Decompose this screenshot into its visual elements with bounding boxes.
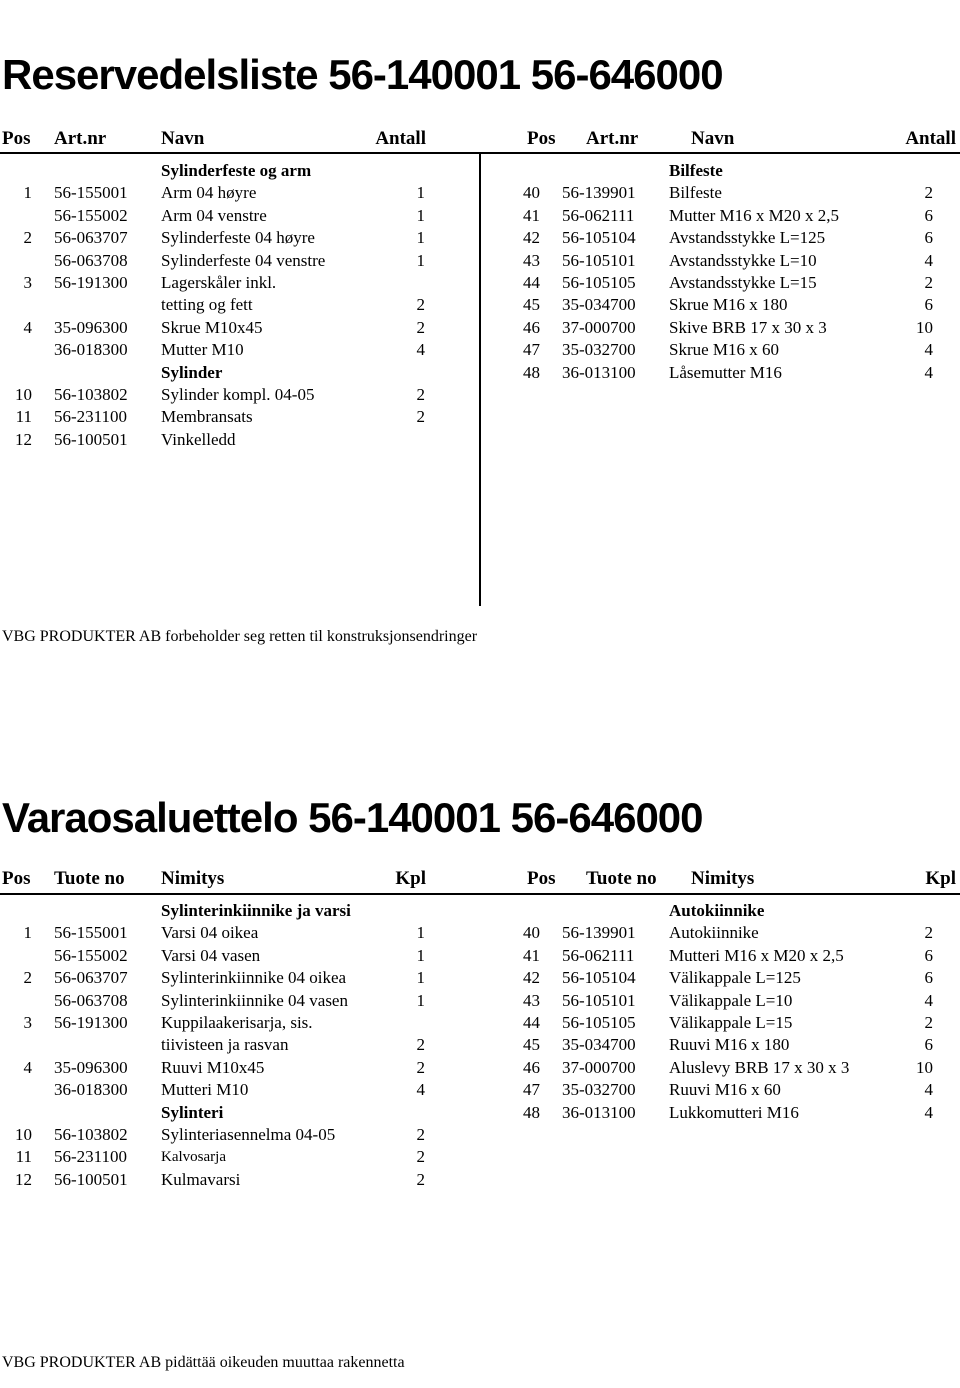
cell-art-nr: 56-155002	[54, 945, 128, 965]
cell-name: Skive BRB 17 x 30 x 3	[669, 317, 827, 337]
cell-art-nr: 56-103802	[54, 384, 128, 404]
cell-name: Avstandsstykke L=10	[669, 250, 817, 270]
cell-name: Vinkelledd	[161, 429, 236, 449]
cell-qty: 1	[416, 205, 425, 225]
cell-pos: 2	[23, 968, 32, 988]
table-row	[508, 339, 938, 361]
header-name: Navn	[161, 128, 205, 149]
cell-name: Varsi 04 oikea	[161, 923, 259, 943]
cell-qty: 4	[924, 250, 933, 270]
cell-pos: 3	[23, 272, 32, 292]
header-name: Nimitys	[691, 868, 755, 889]
cell-art-nr: 56-103802	[54, 1124, 128, 1144]
cell-pos: 40	[523, 923, 540, 943]
cell-name: Ruuvi M10x45	[161, 1057, 265, 1077]
cell-pos: 1	[23, 923, 32, 943]
parts-list-right	[508, 900, 938, 1124]
cell-art-nr: 37-000700	[562, 317, 636, 337]
table-header	[0, 127, 960, 151]
cell-art-nr: 56-105105	[562, 1012, 636, 1032]
header-pos: Pos	[527, 868, 556, 889]
cell-art-nr: 56-105101	[562, 990, 636, 1010]
column-divider	[479, 154, 481, 606]
header-art: Art.nr	[586, 128, 639, 149]
cell-qty: 2	[416, 1169, 425, 1189]
cell-art-nr: 56-155001	[54, 923, 128, 943]
cell-art-nr: 56-155002	[54, 205, 128, 225]
cell-name: Sylinterinkiinnike ja varsi	[161, 901, 351, 920]
cell-name: Skrue M10x45	[161, 317, 263, 337]
page-title: Reservedelsliste 56-140001 56-646000	[2, 51, 723, 98]
cell-art-nr: 35-096300	[54, 1057, 128, 1077]
cell-name: Arm 04 høyre	[161, 183, 257, 203]
cell-qty: 2	[416, 317, 425, 337]
cell-name: Avstandsstykke L=15	[669, 272, 817, 292]
cell-pos: 48	[523, 362, 540, 382]
cell-art-nr: 56-139901	[562, 923, 636, 943]
cell-name: Bilfeste	[669, 183, 722, 203]
cell-name: Mutteri M10	[161, 1080, 249, 1100]
table-row	[508, 945, 938, 967]
table-row	[0, 945, 430, 967]
header-qty: Antall	[905, 128, 956, 149]
table-row	[508, 1034, 938, 1056]
cell-name: Bilfeste	[669, 161, 723, 180]
cell-art-nr: 56-063707	[54, 228, 128, 248]
cell-pos: 46	[523, 317, 540, 337]
cell-art-nr: 56-231100	[54, 407, 128, 427]
cell-name: tiivisteen ja rasvan	[161, 1035, 289, 1055]
cell-qty: 2	[416, 1057, 425, 1077]
cell-qty: 1	[416, 183, 425, 203]
table-row	[0, 406, 430, 428]
cell-qty: 6	[924, 1035, 933, 1055]
header-art: Art.nr	[54, 128, 107, 149]
cell-name: Låsemutter M16	[669, 362, 782, 382]
header-name: Nimitys	[161, 868, 225, 889]
cell-qty: 4	[924, 362, 933, 382]
parts-list-right	[508, 160, 938, 384]
cell-name: Lagerskåler inkl.	[161, 272, 277, 292]
table-row	[0, 990, 430, 1012]
cell-qty: 1	[416, 968, 425, 988]
cell-pos: 45	[523, 295, 540, 315]
cell-name: Sylinteri	[161, 1102, 224, 1122]
cell-qty: 1	[416, 990, 425, 1010]
header-pos: Pos	[527, 128, 556, 149]
cell-pos: 2	[23, 228, 32, 248]
cell-art-nr: 56-105104	[562, 228, 636, 248]
cell-qty: 2	[924, 1012, 933, 1032]
cell-pos: 12	[15, 429, 32, 449]
cell-pos: 48	[523, 1102, 540, 1122]
cell-name: Sylinterinkiinnike 04 vasen	[161, 990, 348, 1010]
table-row	[0, 1169, 430, 1191]
cell-art-nr: 35-032700	[562, 340, 636, 360]
cell-name: Välikappale L=125	[669, 968, 801, 988]
cell-qty: 6	[924, 945, 933, 965]
cell-pos: 3	[23, 1012, 32, 1032]
cell-art-nr: 35-034700	[562, 295, 636, 315]
table-row	[508, 1079, 938, 1101]
cell-qty: 4	[416, 1080, 425, 1100]
cell-qty: 6	[924, 968, 933, 988]
cell-pos: 44	[523, 272, 540, 292]
cell-pos: 47	[523, 340, 540, 360]
cell-name: Skrue M16 x 180	[669, 295, 788, 315]
cell-art-nr: 36-013100	[562, 362, 636, 382]
cell-qty: 4	[416, 340, 425, 360]
cell-qty: 2	[416, 384, 425, 404]
cell-art-nr: 56-100501	[54, 1169, 128, 1189]
cell-art-nr: 56-155001	[54, 183, 128, 203]
footer-note: VBG PRODUKTER AB pidättää oikeuden muuttaa rakennetta	[2, 1354, 405, 1371]
cell-qty: 4	[924, 990, 933, 1010]
cell-art-nr: 36-013100	[562, 1102, 636, 1122]
table-row	[508, 294, 938, 316]
page-title: Varaosaluettelo 56-140001 56-646000	[2, 794, 703, 841]
cell-art-nr: 36-018300	[54, 340, 128, 360]
cell-qty: 1	[416, 945, 425, 965]
table-row	[0, 967, 430, 989]
cell-pos: 12	[15, 1169, 32, 1189]
cell-art-nr: 35-032700	[562, 1080, 636, 1100]
table-row	[508, 1012, 938, 1034]
group-heading	[508, 160, 938, 182]
cell-qty: 1	[416, 228, 425, 248]
header-qty: Kpl	[395, 868, 426, 889]
table-row	[0, 1012, 430, 1034]
table-row	[508, 1102, 938, 1124]
cell-qty: 2	[924, 923, 933, 943]
table-row	[508, 227, 938, 249]
cell-name: Kuppilaakerisarja, sis.	[161, 1012, 313, 1032]
cell-art-nr: 56-105101	[562, 250, 636, 270]
cell-pos: 43	[523, 250, 540, 270]
cell-qty: 6	[924, 295, 933, 315]
table-row	[0, 317, 430, 339]
cell-art-nr: 56-105104	[562, 968, 636, 988]
cell-art-nr: 37-000700	[562, 1057, 636, 1077]
cell-name: Mutter M16 x M20 x 2,5	[669, 205, 839, 225]
table-row	[0, 272, 430, 294]
table-row	[0, 1034, 430, 1056]
cell-name: Kulmavarsi	[161, 1169, 241, 1189]
cell-qty: 6	[924, 205, 933, 225]
table-row	[508, 362, 938, 384]
cell-pos: 4	[23, 1057, 32, 1077]
header-pos: Pos	[2, 128, 31, 149]
cell-pos: 45	[523, 1035, 540, 1055]
table-row	[0, 922, 430, 944]
cell-pos: 46	[523, 1057, 540, 1077]
cell-art-nr: 56-100501	[54, 429, 128, 449]
cell-name: Arm 04 venstre	[161, 205, 267, 225]
cell-pos: 10	[15, 1124, 32, 1144]
table-row	[0, 1146, 430, 1168]
cell-name: Sylinterinkiinnike 04 oikea	[161, 968, 347, 988]
cell-name: tetting og fett	[161, 295, 253, 315]
cell-art-nr: 35-096300	[54, 317, 128, 337]
cell-pos: 40	[523, 183, 540, 203]
cell-pos: 42	[523, 228, 540, 248]
table-row	[0, 182, 430, 204]
cell-name: Sylinderfeste 04 venstre	[161, 250, 326, 270]
table-row	[0, 1079, 430, 1101]
cell-pos: 42	[523, 968, 540, 988]
group-heading	[0, 1102, 430, 1124]
header-art: Tuote no	[54, 868, 125, 889]
cell-art-nr: 56-139901	[562, 183, 636, 203]
cell-name: Ruuvi M16 x 60	[669, 1080, 781, 1100]
cell-name: Skrue M16 x 60	[669, 340, 780, 360]
cell-art-nr: 56-063708	[54, 990, 128, 1010]
cell-art-nr: 56-231100	[54, 1147, 128, 1167]
cell-pos: 1	[23, 183, 32, 203]
group-heading	[0, 900, 430, 922]
cell-name: Autokiinnike	[669, 923, 759, 943]
table-header	[0, 867, 960, 891]
cell-name: Avstandsstykke L=125	[669, 228, 826, 248]
cell-pos: 11	[15, 1147, 32, 1167]
table-row	[0, 429, 430, 451]
cell-art-nr: 36-018300	[54, 1080, 128, 1100]
cell-qty: 6	[924, 228, 933, 248]
header-qty: Kpl	[925, 868, 956, 889]
table-row	[508, 990, 938, 1012]
cell-qty: 2	[416, 1035, 425, 1055]
group-heading	[508, 900, 938, 922]
cell-art-nr: 56-063707	[54, 968, 128, 988]
table-row	[0, 205, 430, 227]
group-heading	[0, 160, 430, 182]
table-row	[508, 182, 938, 204]
cell-qty: 4	[924, 1080, 933, 1100]
cell-qty: 2	[416, 295, 425, 315]
cell-qty: 2	[416, 1147, 425, 1167]
cell-qty: 2	[924, 272, 933, 292]
table-row	[508, 317, 938, 339]
cell-name: Sylinteriasennelma 04-05	[161, 1124, 336, 1144]
cell-art-nr: 56-062111	[562, 205, 635, 225]
cell-qty: 1	[416, 250, 425, 270]
parts-list-left	[0, 900, 430, 1191]
cell-qty: 2	[924, 183, 933, 203]
table-row	[508, 1057, 938, 1079]
cell-name: Mutter M10	[161, 340, 244, 360]
cell-name: Välikappale L=10	[669, 990, 793, 1010]
cell-qty: 10	[916, 317, 933, 337]
parts-list-left	[0, 160, 430, 451]
cell-name: Ruuvi M16 x 180	[669, 1035, 790, 1055]
table-row	[508, 922, 938, 944]
cell-pos: 43	[523, 990, 540, 1010]
cell-art-nr: 35-034700	[562, 1035, 636, 1055]
cell-art-nr: 56-105105	[562, 272, 636, 292]
cell-name: Mutteri M16 x M20 x 2,5	[669, 945, 844, 965]
cell-qty: 10	[916, 1057, 933, 1077]
group-heading	[0, 362, 430, 384]
cell-art-nr: 56-062111	[562, 945, 635, 965]
cell-name: Aluslevy BRB 17 x 30 x 3	[669, 1057, 850, 1077]
cell-pos: 47	[523, 1080, 540, 1100]
cell-name: Lukkomutteri M16	[669, 1102, 799, 1122]
cell-qty: 4	[924, 340, 933, 360]
cell-name: Sylinder	[161, 362, 223, 382]
cell-qty: 4	[924, 1102, 933, 1122]
table-row	[0, 294, 430, 316]
cell-pos: 41	[523, 945, 540, 965]
header-qty: Antall	[375, 128, 426, 149]
table-row	[508, 250, 938, 272]
header-rule	[0, 893, 960, 895]
cell-name: Varsi 04 vasen	[161, 945, 261, 965]
table-row	[0, 227, 430, 249]
table-row	[0, 339, 430, 361]
cell-name: Kalvosarja	[161, 1149, 226, 1166]
header-pos: Pos	[2, 868, 31, 889]
cell-pos: 11	[15, 407, 32, 427]
header-art: Tuote no	[586, 868, 657, 889]
table-row	[0, 1124, 430, 1146]
header-name: Navn	[691, 128, 735, 149]
table-row	[508, 272, 938, 294]
cell-name: Sylinderfeste 04 høyre	[161, 228, 315, 248]
cell-art-nr: 56-191300	[54, 1012, 128, 1032]
table-row	[0, 250, 430, 272]
table-row	[508, 967, 938, 989]
cell-pos: 44	[523, 1012, 540, 1032]
cell-name: Autokiinnike	[669, 901, 765, 920]
cell-name: Membransats	[161, 407, 253, 427]
cell-pos: 10	[15, 384, 32, 404]
cell-art-nr: 56-191300	[54, 272, 128, 292]
table-row	[0, 1057, 430, 1079]
table-row	[508, 205, 938, 227]
cell-name: Sylinder kompl. 04-05	[161, 384, 315, 404]
cell-art-nr: 56-063708	[54, 250, 128, 270]
cell-name: Välikappale L=15	[669, 1012, 793, 1032]
cell-pos: 4	[23, 317, 32, 337]
cell-pos: 41	[523, 205, 540, 225]
table-row	[0, 384, 430, 406]
cell-name: Sylinderfeste og arm	[161, 161, 312, 180]
cell-qty: 2	[416, 407, 425, 427]
footer-note: VBG PRODUKTER AB forbeholder seg retten til konstruksjonsendringer	[2, 628, 478, 645]
cell-qty: 1	[416, 923, 425, 943]
cell-qty: 2	[416, 1124, 425, 1144]
